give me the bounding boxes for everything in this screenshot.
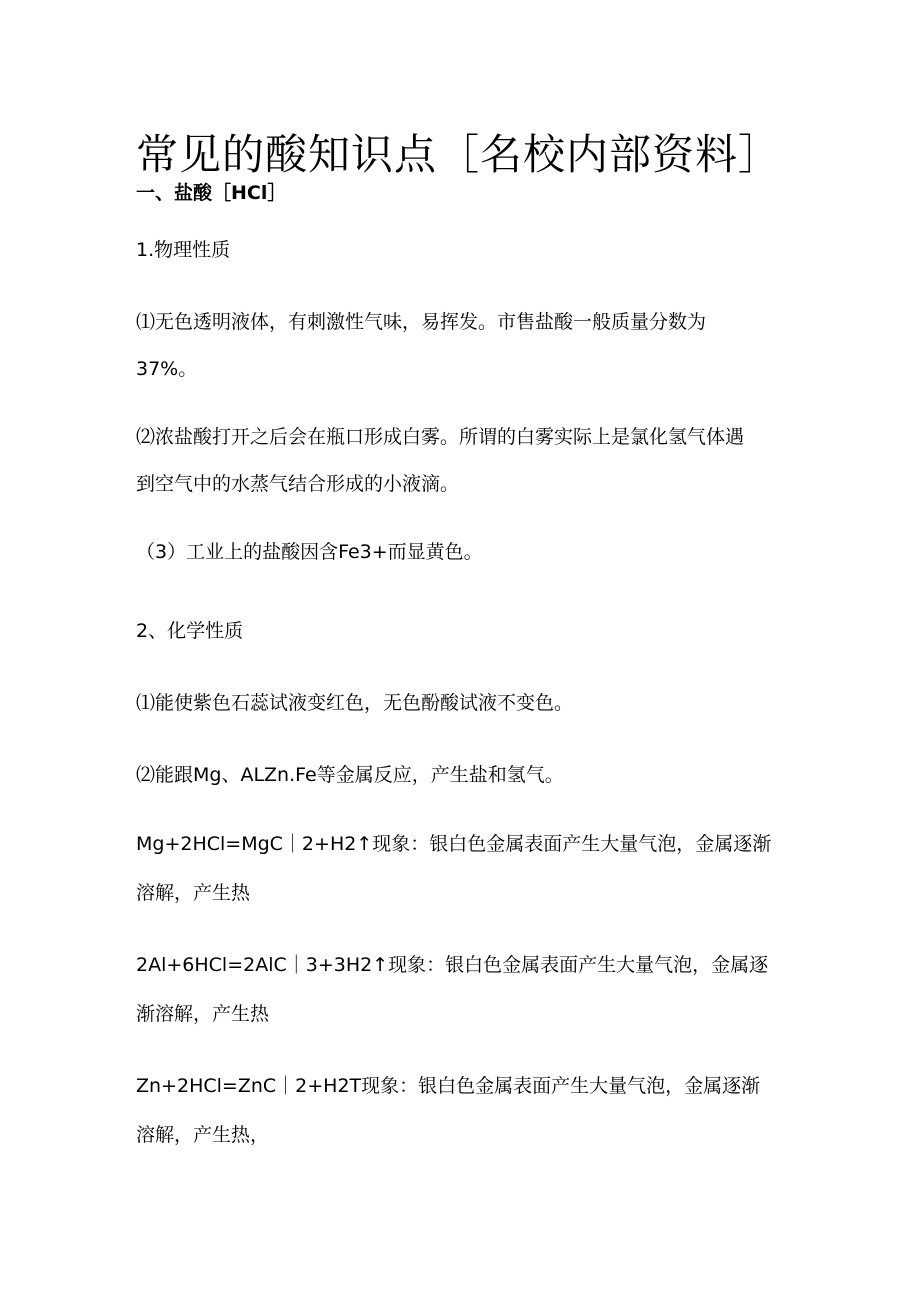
paragraph-3-line-1: （3）工业上的盐酸因含Fe3+而显黄色。	[136, 541, 483, 563]
equation-2-line-1: 2Al+6HCl=2AlC｜3+3H2↑现象：银白色金属表面产生大量气泡，金属逐	[136, 954, 769, 976]
subheading-physical-properties: 1.物理性质	[136, 239, 231, 261]
equation-3-line-2: 溶解，产生热，	[136, 1124, 270, 1146]
equation-3-line-1: Zn+2HCl=ZnC｜2+H2T现象：银白色金属表面产生大量气泡，金属逐渐	[136, 1075, 761, 1097]
document-title: 常见的酸知识点［名校内部资料］	[136, 130, 782, 179]
subheading-chemical-properties: 2、化学性质	[136, 620, 244, 642]
equation-1-line-2: 溶解，产生热	[136, 882, 251, 904]
equation-1-line-1: Mg+2HCl=MgC｜2+H2↑现象：银白色金属表面产生大量气泡，金属逐渐	[136, 833, 772, 855]
chem-property-1: ⑴能使紫色石蕊试液变红色，无色酚酸试液不变色。	[136, 692, 574, 714]
paragraph-1-line-1: ⑴无色透明液体，有刺激性气味，易挥发。市售盐酸一般质量分数为	[136, 311, 707, 333]
paragraph-2-line-1: ⑵浓盐酸打开之后会在瓶口形成白雾。所谓的白雾实际上是氯化氢气体遇	[136, 426, 745, 448]
chem-property-2: ⑵能跟Mg、ALZn.Fe等金属反应，产生盐和氢气。	[136, 764, 564, 786]
paragraph-1-line-2: 37%。	[136, 358, 198, 380]
section-heading-hcl: 一、盐酸［HCl］	[136, 182, 287, 204]
paragraph-2-line-2: 到空气中的水蒸气结合形成的小液滴。	[136, 473, 460, 495]
equation-2-line-2: 渐溶解，产生热	[136, 1003, 270, 1025]
